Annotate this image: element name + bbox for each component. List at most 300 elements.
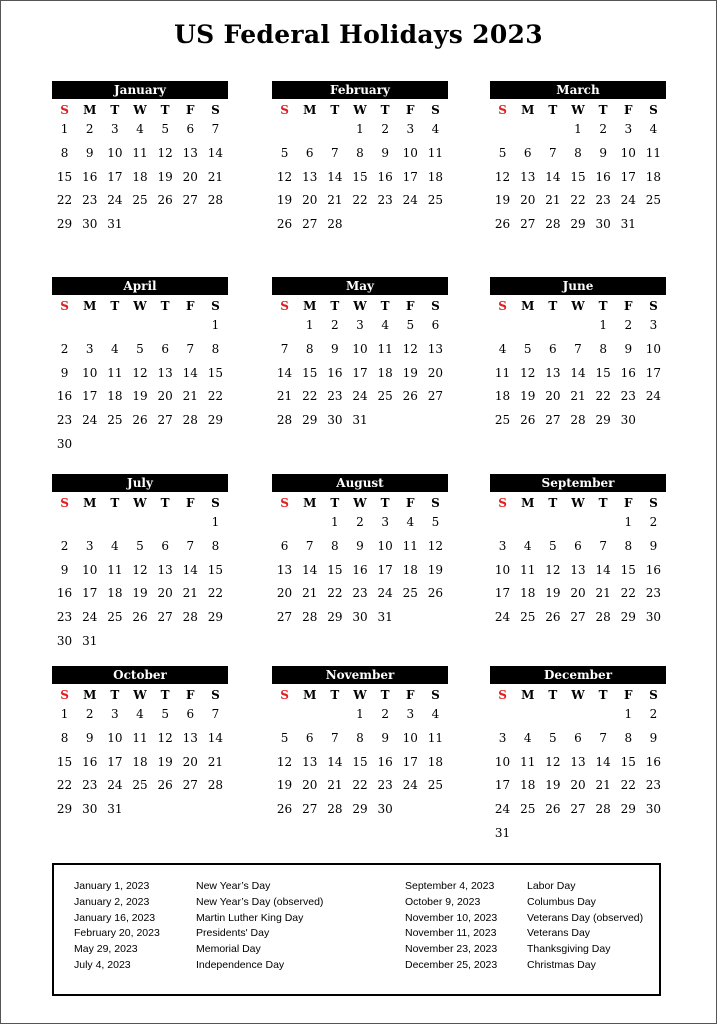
day-cell: 14 [595, 562, 611, 577]
weekday-header [52, 101, 228, 119]
empty-day [272, 512, 297, 536]
day-cell: 26 [276, 217, 293, 232]
day-cell: 5 [498, 145, 507, 160]
day-cell: 8 [211, 538, 220, 553]
day-cell: 4 [406, 515, 415, 529]
day-cell: 21 [545, 193, 561, 208]
day-cell: 19 [427, 562, 444, 577]
holiday-name: Columbus Day [527, 895, 596, 908]
day-cell: 4 [381, 318, 389, 332]
day-cell: 29 [595, 413, 611, 428]
day-cell: 19 [494, 193, 511, 208]
holiday-date: January 1, 2023 [74, 880, 150, 892]
day-cell: 13 [276, 562, 293, 577]
day-cell: 15 [207, 562, 224, 577]
month-name: April [52, 277, 228, 295]
day-cell: 10 [107, 145, 123, 160]
day-cell: 18 [427, 754, 444, 769]
day-cell: 31 [107, 802, 123, 817]
day-cell: 28 [327, 217, 343, 232]
day-cell: 19 [545, 778, 561, 793]
day-cell: 19 [545, 586, 561, 601]
day-cell: 29 [207, 610, 224, 625]
day-cell: 26 [132, 610, 148, 625]
day-cell: 23 [620, 389, 636, 404]
day-cell: 2 [85, 122, 94, 136]
day-cell: 26 [157, 778, 173, 793]
day-cell: 2 [356, 515, 364, 529]
day-cell: 6 [574, 730, 582, 745]
day-cell: 20 [427, 365, 444, 380]
day-cell: 18 [427, 169, 444, 184]
day-cell: 6 [574, 538, 582, 553]
day-cell: 6 [305, 730, 314, 745]
day-cell: 13 [427, 341, 444, 356]
weekday-label: M [521, 496, 535, 510]
weekday-label: S [211, 299, 220, 313]
holiday-name: Memorial Day [196, 943, 261, 956]
day-cell: 28 [276, 413, 293, 428]
day-cell: 1 [211, 318, 220, 332]
day-cell: 24 [402, 778, 418, 793]
day-cell: 26 [545, 802, 561, 817]
weekday-label: W [353, 688, 367, 702]
day-cell: 6 [186, 122, 195, 136]
weekday-label: W [571, 688, 585, 702]
day-cell: 11 [132, 145, 148, 160]
day-cell: 26 [545, 610, 561, 625]
day-cell: 3 [356, 318, 364, 332]
day-cell: 3 [85, 538, 94, 553]
day-cell: 14 [302, 562, 318, 577]
weekday-label: T [548, 299, 558, 313]
empty-day [77, 315, 102, 339]
day-cell: 2 [331, 318, 339, 332]
day-cell: 11 [132, 730, 148, 745]
day-cell: 2 [60, 538, 69, 553]
day-cell: 7 [211, 122, 220, 136]
day-cell: 31 [620, 217, 636, 232]
day-cell: 24 [494, 610, 511, 625]
day-cell: 12 [427, 538, 444, 553]
day-cell: 18 [132, 754, 148, 769]
day-cell: 26 [157, 193, 173, 208]
day-cell: 1 [60, 707, 69, 721]
holiday-dates-left [74, 879, 160, 974]
day-cell: 19 [132, 586, 148, 601]
day-cell: 4 [523, 538, 532, 553]
weekday-label: W [133, 103, 147, 117]
day-cell: 27 [520, 217, 536, 232]
day-cell: 2 [381, 122, 389, 136]
empty-day [540, 512, 565, 536]
day-cell: 23 [82, 193, 98, 208]
day-cell: 29 [620, 610, 636, 625]
day-cell: 25 [107, 610, 123, 625]
month-november [272, 666, 448, 823]
weekday-label: M [521, 299, 535, 313]
day-cell: 4 [431, 707, 440, 721]
weekday-label: W [133, 299, 147, 313]
day-cell: 7 [599, 730, 607, 745]
month-name: November [272, 666, 448, 684]
day-cell: 7 [211, 707, 220, 721]
day-cell: 31 [494, 825, 511, 840]
day-cell: 20 [276, 586, 293, 601]
day-cell: 15 [570, 169, 586, 184]
weekday-label: S [649, 103, 658, 117]
day-cell: 12 [132, 562, 148, 577]
day-cell: 3 [624, 122, 633, 136]
weekday-label: M [303, 496, 317, 510]
day-cell: 20 [570, 586, 586, 601]
month-name: March [490, 81, 666, 99]
weekday-label: S [60, 688, 69, 702]
day-cell: 30 [82, 217, 98, 232]
day-cell: 10 [494, 754, 511, 769]
day-cell: 24 [352, 389, 368, 404]
day-cell: 7 [574, 341, 582, 356]
day-cell: 12 [545, 754, 561, 769]
month-september [490, 474, 666, 631]
weekday-header [272, 101, 448, 119]
weekday-label: T [598, 103, 608, 117]
day-grid [272, 119, 448, 238]
day-cell: 14 [276, 365, 293, 380]
day-cell: 5 [161, 707, 169, 721]
day-cell: 25 [645, 193, 662, 208]
holiday-date: December 25, 2023 [405, 958, 498, 971]
day-cell: 6 [305, 145, 314, 160]
empty-day [127, 315, 152, 339]
holiday-name: Christmas Day [527, 958, 596, 971]
day-cell: 23 [352, 586, 368, 601]
day-cell: 15 [207, 365, 224, 380]
weekday-label: W [571, 496, 585, 510]
day-cell: 29 [570, 217, 586, 232]
day-cell: 22 [620, 586, 636, 601]
empty-day [565, 512, 590, 536]
day-cell: 28 [182, 413, 198, 428]
day-grid [52, 315, 228, 458]
month-february [272, 81, 448, 238]
day-cell: 8 [624, 538, 633, 553]
holiday-date: May 29, 2023 [74, 943, 138, 956]
day-cell: 28 [207, 193, 224, 208]
empty-day [178, 315, 203, 339]
day-cell: 1 [624, 515, 633, 529]
day-cell: 7 [186, 538, 195, 553]
day-cell: 7 [280, 341, 289, 356]
day-cell: 9 [624, 341, 633, 356]
day-cell: 18 [520, 778, 536, 793]
day-cell: 23 [56, 610, 73, 625]
empty-day [272, 315, 297, 339]
day-cell: 3 [406, 122, 415, 136]
day-cell: 24 [82, 413, 98, 428]
day-cell: 2 [599, 122, 607, 136]
day-cell: 15 [595, 365, 611, 380]
empty-day [102, 315, 127, 339]
weekday-label: T [330, 103, 340, 117]
holiday-date: November 11, 2023 [405, 927, 497, 940]
day-cell: 28 [545, 217, 561, 232]
day-cell: 17 [107, 169, 123, 184]
day-cell: 27 [570, 802, 586, 817]
empty-day [297, 512, 322, 536]
day-cell: 30 [56, 633, 73, 648]
day-cell: 19 [402, 365, 418, 380]
empty-day [490, 119, 515, 143]
weekday-label: W [353, 496, 367, 510]
day-cell: 5 [406, 318, 415, 332]
weekday-label: T [110, 103, 120, 117]
day-cell: 28 [570, 413, 586, 428]
day-cell: 27 [427, 389, 444, 404]
day-cell: 16 [352, 562, 368, 577]
day-cell: 17 [402, 754, 418, 769]
day-cell: 26 [520, 413, 536, 428]
day-cell: 22 [595, 389, 611, 404]
weekday-label: S [211, 103, 220, 117]
day-cell: 16 [377, 169, 393, 184]
day-cell: 20 [182, 169, 198, 184]
day-cell: 7 [186, 341, 195, 356]
day-cell: 16 [377, 754, 393, 769]
weekday-label: F [624, 688, 633, 702]
weekday-label: T [330, 688, 340, 702]
day-cell: 13 [520, 169, 536, 184]
empty-day [322, 704, 347, 728]
month-name: May [272, 277, 448, 295]
day-cell: 5 [523, 341, 532, 356]
day-cell: 30 [645, 802, 662, 817]
day-cell: 17 [402, 169, 418, 184]
day-cell: 2 [624, 318, 633, 332]
day-cell: 9 [649, 538, 658, 553]
day-cell: 21 [570, 389, 586, 404]
day-cell: 3 [406, 707, 415, 721]
month-april [52, 277, 228, 458]
day-cell: 15 [620, 754, 636, 769]
empty-day [272, 119, 297, 143]
holiday-name: Martin Luther King Day [196, 911, 304, 924]
day-grid [52, 704, 228, 823]
day-cell: 29 [620, 802, 636, 817]
day-cell: 16 [56, 389, 73, 404]
day-cell: 20 [570, 778, 586, 793]
holiday-date: July 4, 2023 [74, 958, 131, 971]
weekday-header [490, 297, 666, 315]
empty-day [52, 315, 77, 339]
empty-day [515, 119, 540, 143]
day-cell: 9 [356, 538, 364, 553]
day-cell: 30 [595, 217, 611, 232]
weekday-label: S [211, 688, 220, 702]
weekday-label: T [380, 688, 390, 702]
day-cell: 14 [327, 754, 343, 769]
day-cell: 3 [111, 122, 119, 136]
day-cell: 28 [302, 610, 318, 625]
day-cell: 1 [331, 515, 339, 529]
day-cell: 11 [402, 538, 418, 553]
holiday-dates-right [405, 879, 497, 974]
weekday-label: M [83, 299, 97, 313]
day-cell: 9 [60, 562, 69, 577]
day-grid [272, 704, 448, 823]
weekday-label: T [330, 299, 340, 313]
empty-day [127, 512, 152, 536]
day-cell: 17 [352, 365, 368, 380]
day-cell: 2 [649, 707, 658, 721]
weekday-header [272, 686, 448, 704]
day-cell: 8 [574, 145, 582, 160]
day-cell: 9 [599, 145, 607, 160]
weekday-header [52, 494, 228, 512]
day-cell: 1 [356, 122, 364, 136]
day-cell: 20 [182, 754, 198, 769]
day-cell: 24 [107, 193, 123, 208]
empty-day [322, 119, 347, 143]
day-cell: 9 [85, 730, 94, 745]
day-cell: 22 [302, 389, 318, 404]
weekday-label: F [186, 103, 195, 117]
weekday-label: T [110, 299, 120, 313]
day-cell: 17 [82, 389, 98, 404]
empty-day [102, 512, 127, 536]
day-cell: 31 [377, 610, 393, 625]
day-grid [490, 704, 666, 847]
month-june [490, 277, 666, 434]
day-cell: 1 [356, 707, 364, 721]
day-cell: 21 [595, 586, 611, 601]
day-cell: 11 [645, 145, 662, 160]
day-cell: 15 [302, 365, 318, 380]
weekday-label: S [280, 496, 289, 510]
day-cell: 23 [377, 193, 393, 208]
month-name: January [52, 81, 228, 99]
day-cell: 28 [182, 610, 198, 625]
day-cell: 15 [327, 562, 343, 577]
day-cell: 5 [161, 122, 169, 136]
day-cell: 19 [276, 193, 293, 208]
empty-day [515, 704, 540, 728]
day-cell: 8 [60, 145, 69, 160]
day-cell: 26 [132, 413, 148, 428]
empty-day [565, 315, 590, 339]
empty-day [490, 704, 515, 728]
holiday-name: Veterans Day [527, 927, 591, 940]
day-cell: 11 [494, 365, 511, 380]
weekday-label: T [110, 688, 120, 702]
day-cell: 29 [302, 413, 318, 428]
day-cell: 12 [157, 145, 173, 160]
holiday-date: November 10, 2023 [405, 911, 498, 924]
weekday-label: F [624, 496, 633, 510]
day-cell: 7 [331, 730, 339, 745]
weekday-label: S [431, 299, 440, 313]
weekday-label: T [110, 496, 120, 510]
day-cell: 25 [494, 413, 511, 428]
weekday-label: T [160, 496, 170, 510]
day-cell: 10 [645, 341, 662, 356]
day-cell: 12 [276, 754, 293, 769]
day-cell: 25 [520, 802, 536, 817]
day-cell: 13 [302, 169, 318, 184]
day-cell: 21 [182, 586, 198, 601]
weekday-header [272, 494, 448, 512]
weekday-label: M [521, 103, 535, 117]
day-cell: 6 [161, 341, 169, 356]
month-october [52, 666, 228, 823]
day-cell: 17 [107, 754, 123, 769]
weekday-label: W [133, 688, 147, 702]
day-cell: 3 [381, 515, 389, 529]
day-cell: 27 [302, 802, 318, 817]
weekday-label: S [280, 688, 289, 702]
weekday-label: T [160, 688, 170, 702]
day-cell: 3 [111, 707, 119, 721]
month-name: June [490, 277, 666, 295]
weekday-label: F [406, 299, 415, 313]
weekday-label: W [571, 103, 585, 117]
day-cell: 28 [327, 802, 343, 817]
day-cell: 25 [132, 193, 148, 208]
day-cell: 15 [352, 754, 368, 769]
empty-day [272, 704, 297, 728]
day-cell: 6 [431, 318, 440, 332]
day-cell: 21 [207, 754, 224, 769]
day-cell: 18 [402, 562, 418, 577]
day-cell: 20 [520, 193, 536, 208]
day-cell: 20 [302, 193, 318, 208]
day-cell: 20 [157, 586, 173, 601]
empty-day [515, 512, 540, 536]
day-cell: 19 [520, 389, 536, 404]
day-cell: 23 [645, 586, 662, 601]
day-cell: 10 [107, 730, 123, 745]
day-cell: 11 [427, 145, 444, 160]
weekday-label: F [406, 103, 415, 117]
day-cell: 22 [352, 193, 368, 208]
weekday-label: S [431, 688, 440, 702]
day-cell: 27 [157, 413, 173, 428]
day-cell: 14 [207, 145, 224, 160]
day-cell: 10 [494, 562, 511, 577]
weekday-label: M [303, 299, 317, 313]
day-cell: 30 [352, 610, 368, 625]
day-cell: 4 [431, 122, 440, 136]
day-cell: 13 [157, 562, 173, 577]
day-cell: 3 [498, 538, 507, 553]
day-cell: 20 [545, 389, 561, 404]
day-cell: 6 [549, 341, 557, 356]
weekday-label: F [624, 103, 633, 117]
day-cell: 12 [520, 365, 536, 380]
weekday-label: S [431, 496, 440, 510]
day-cell: 4 [111, 538, 119, 553]
day-cell: 13 [570, 754, 586, 769]
holiday-date: February 20, 2023 [74, 927, 160, 940]
day-cell: 26 [427, 586, 444, 601]
weekday-label: F [186, 496, 195, 510]
month-may [272, 277, 448, 434]
month-january [52, 81, 228, 238]
day-cell: 8 [60, 730, 69, 745]
weekday-label: T [598, 299, 608, 313]
weekday-header [52, 297, 228, 315]
day-cell: 31 [107, 217, 123, 232]
